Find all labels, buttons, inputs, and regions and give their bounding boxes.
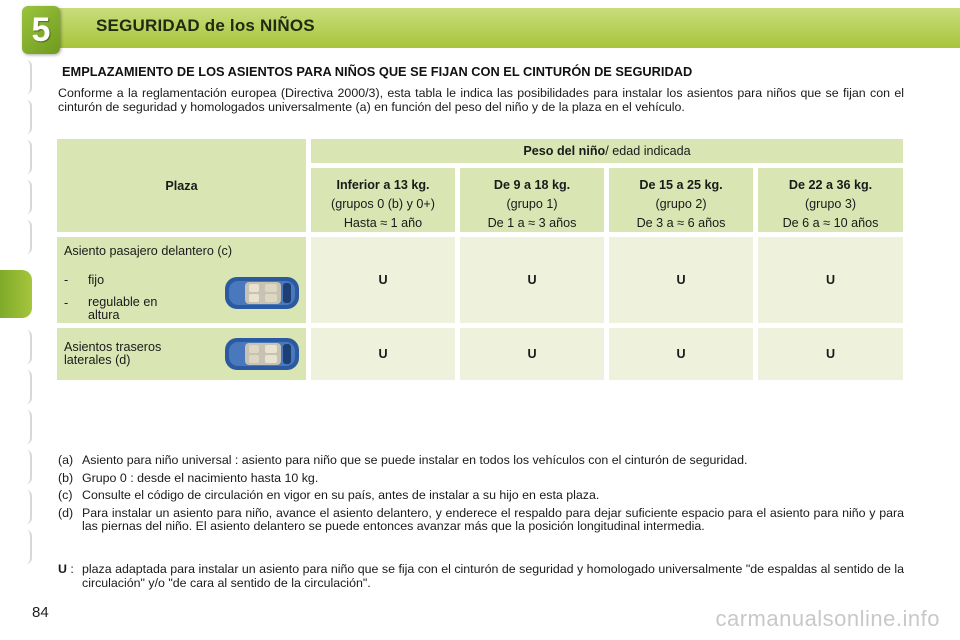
cell-value: U xyxy=(378,347,388,361)
chapter-number-badge: 5 xyxy=(22,6,60,54)
group-header xyxy=(609,168,753,232)
table-cell xyxy=(758,237,903,323)
footnote xyxy=(58,454,904,468)
table-row-label-front xyxy=(57,237,306,323)
u-legend-letter: U xyxy=(58,562,67,576)
peso-header-bold: Peso del niño xyxy=(523,144,606,158)
row-label: Asientos traseros laterales (d) xyxy=(64,340,162,367)
chapter-tab[interactable] xyxy=(14,180,32,214)
group-header xyxy=(758,168,903,232)
cell-value: U xyxy=(676,273,686,287)
footnote-text: Grupo 0 : desde el nacimiento hasta 10 kg. xyxy=(82,470,319,485)
plaza-header xyxy=(57,139,306,232)
chapter-tab[interactable] xyxy=(14,410,32,444)
table-cell xyxy=(311,328,455,380)
page-number: 84 xyxy=(32,604,49,621)
group-name: (grupos 0 (b) y 0+) xyxy=(331,197,435,211)
group-name: (grupo 2) xyxy=(655,197,707,211)
group-age: De 6 a ≈ 10 años xyxy=(782,216,879,230)
footnote-key: (a) xyxy=(58,453,74,467)
footnote-key: (d) xyxy=(58,505,74,520)
chapter-tab[interactable] xyxy=(14,450,32,484)
footnotes xyxy=(58,454,904,538)
intro-paragraph: Conforme a la reglamentación europea (Directiva 2000/3), esta tabla le indica las posibilidades para instalar los asientos para niños que se fijan con el cinturón de seguridad y homologados universalmente (a) en función del peso del niño y de la plaza en el vehículo. xyxy=(58,86,904,114)
u-legend-sep: : xyxy=(66,562,74,576)
cell-value: U xyxy=(378,273,388,287)
u-legend-key xyxy=(58,563,82,590)
chapter-tab[interactable] xyxy=(14,490,32,524)
chapter-tab[interactable] xyxy=(14,60,32,94)
footnote xyxy=(58,472,904,486)
peso-header-rest: / edad indicada xyxy=(605,144,691,158)
car-seat-diagram-rear xyxy=(223,334,301,374)
table-cell xyxy=(460,328,604,380)
group-weight: De 9 a 18 kg. xyxy=(493,178,571,192)
group-weight: De 15 a 25 kg. xyxy=(639,178,723,192)
chapter-tab[interactable] xyxy=(14,370,32,404)
footnote-text: Consulte el código de circulación en vigor en su país, antes de instalar a su hijo en esta plaza. xyxy=(82,488,600,502)
group-age: De 3 a ≈ 6 años xyxy=(636,216,726,230)
cell-value: U xyxy=(825,347,836,361)
cell-value: U xyxy=(527,273,537,287)
car-seat-diagram-front xyxy=(223,273,301,313)
chapter-tab[interactable] xyxy=(14,530,32,564)
group-header xyxy=(460,168,604,232)
u-legend xyxy=(58,563,904,590)
group-age: De 1 a ≈ 3 años xyxy=(487,216,577,230)
peso-header xyxy=(311,139,903,163)
table-cell xyxy=(609,328,753,380)
footnote-key: (b) xyxy=(58,470,74,485)
group-name: (grupo 3) xyxy=(804,197,857,211)
group-weight: Inferior a 13 kg. xyxy=(336,178,430,192)
chapter-tab[interactable] xyxy=(14,220,32,254)
section-title: EMPLAZAMIENTO DE LOS ASIENTOS PARA NIÑOS QUE SE FIJAN CON EL CINTURÓN DE SEGURIDAD xyxy=(62,64,693,79)
cell-value: U xyxy=(527,347,537,361)
table-cell xyxy=(609,237,753,323)
table-cell xyxy=(311,237,455,323)
chapter-tab[interactable] xyxy=(14,140,32,174)
chapter-title: SEGURIDAD de los NIÑOS xyxy=(96,16,315,35)
plaza-header-label: Plaza xyxy=(165,178,198,193)
option-dash: - xyxy=(64,273,69,287)
table-row-label-rear xyxy=(57,328,306,380)
group-weight: De 22 a 36 kg. xyxy=(788,178,873,192)
footnote xyxy=(58,489,904,503)
chapter-tab-active[interactable] xyxy=(0,270,32,318)
cell-value: U xyxy=(825,273,836,287)
footnote-text: Para instalar un asiento para niño, avance el asiento delantero, y enderece el respaldo para dejar suficiente espacio para el asiento para niño y para las piernas del niño. El asiento delantero se puede entonces avanzar más que la posición longitudinal intermedia. xyxy=(82,505,904,533)
footnote xyxy=(58,507,904,534)
option-adjustable: regulable en altura xyxy=(88,295,158,322)
group-header xyxy=(311,168,455,232)
row-label: Asiento pasajero delantero (c) xyxy=(64,244,233,258)
group-age: Hasta ≈ 1 año xyxy=(343,216,423,230)
chapter-tab[interactable] xyxy=(14,100,32,134)
table-cell xyxy=(758,328,903,380)
watermark: carmanualsonline.info xyxy=(715,606,940,631)
group-name: (grupo 1) xyxy=(506,197,558,211)
option-dash: - xyxy=(64,296,69,310)
chapter-tab[interactable] xyxy=(14,330,32,364)
table-cell xyxy=(460,237,604,323)
u-legend-text: plaza adaptada para instalar un asiento para niño que se fija con el cinturón de seguridad y homologado universalmente "de espaldas al sentido de la circulación" y/o "de cara al sentido de la circulación". xyxy=(82,562,904,590)
footnote-text: Asiento para niño universal : asiento para niño que se puede instalar en todos los vehículos con el cinturón de seguridad. xyxy=(82,453,748,467)
footnote-key: (c) xyxy=(58,488,73,502)
option-fixed: fijo xyxy=(88,273,105,287)
cell-value: U xyxy=(676,347,686,361)
